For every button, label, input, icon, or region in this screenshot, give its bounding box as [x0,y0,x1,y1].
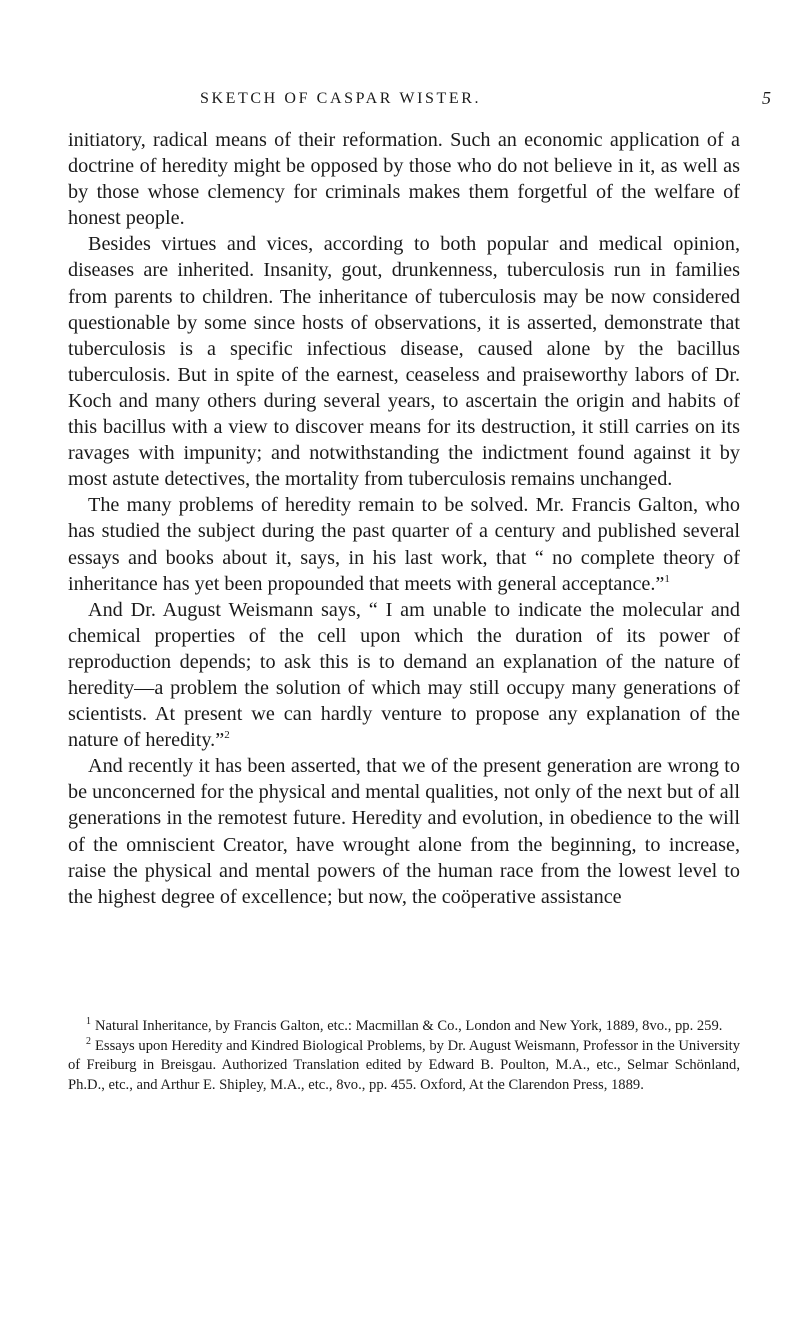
paragraph [68,127,740,231]
paragraph [68,231,740,492]
page-number: 5 [762,88,771,108]
paragraph-text: The many problems of heredity remain to be solved. Mr. Francis Galton, who has studied the subject during the past quarter of a century and published several essays and books about it, says, in his last work, that “ no complete theory of inheritance has yet been propounded that meets with general acceptance.” [68,494,740,595]
footnote-mark: 1 [86,1016,91,1027]
paragraph [68,753,740,910]
footnote [68,1017,740,1037]
footnote-reference: 2 [224,728,230,741]
paragraph-text: And Dr. August Weismann says, “ I am unable to indicate the molecular and chemical properties of the cell upon which the duration of its power of reproduction depends; to ask this is to demand an explanation of the nature of heredity—a problem the solution of which may still occupy many generations of scientists. At present we can hardly venture to propose any explanation of the nature of heredity.” [68,598,740,752]
paragraph [68,492,740,596]
paragraph-text: And recently it has been asserted, that we of the present generation are wrong to be unconcerned for the physical and mental qualities, not only of the next but of all generations in the remotest future. Heredity and evolution, in obedience to the will of the omniscient Creator, have wrought alone from the beginning, to increase, raise the physical and mental powers of the human race from the lowest level to the highest degree of excellence; but now, the coöperative assistance [68,755,740,908]
paragraph-text: Besides virtues and vices, according to both popular and medical opinion, diseases are inherited. Insanity, gout, drunkenness, tuberculosis run in families from parents to children. The inheritance of tuberculosis may be now considered questionable by some since hosts of observations, it is asserted, demonstrate that tuberculosis is a specific infectious disease, caused alone by the bacillus tuberculosis. But in spite of the earnest, ceaseless and praiseworthy labors of Dr. Koch and many others during several years, to ascertain the origin and habits of this bacillus with a view to discover means for its destruction, it still carries on its ravages with impunity; and notwithstanding the indictment found against it by most astute detectives, the mortality from tuberculosis remains unchanged. [68,233,740,491]
footnotes [68,1017,740,1095]
footnote-mark: 2 [86,1035,91,1047]
body-text [68,127,740,910]
footnote [68,1037,740,1096]
paragraph [68,597,740,754]
footnote-text: Natural Inheritance, by Francis Galton, etc.: Macmillan & Co., London and New York, 1889, 8vo., pp. 259. [95,1018,723,1034]
running-header: SKETCH OF CASPAR WISTER. [200,90,482,107]
footnote-text: Essays upon Heredity and Kindred Biological Problems, by Dr. August Weismann, Professor in the University of Freiburg in Breisgau. Authorized Translation edited by Edward B. Poulton, M.A., etc., Selmar Schönland, Ph.D., etc., and Arthur E. Shipley, M.A., etc., 8vo., pp. 455. Oxford, At the Clarendon Press, 1889. [68,1037,740,1093]
footnote-reference: 1 [664,572,670,585]
paragraph-text: initiatory, radical means of their reformation. Such an economic application of a doctrine of heredity might be opposed by those who do not believe in it, as well as by those whose clemency for criminals makes them forgetful of the welfare of honest people. [68,129,740,230]
